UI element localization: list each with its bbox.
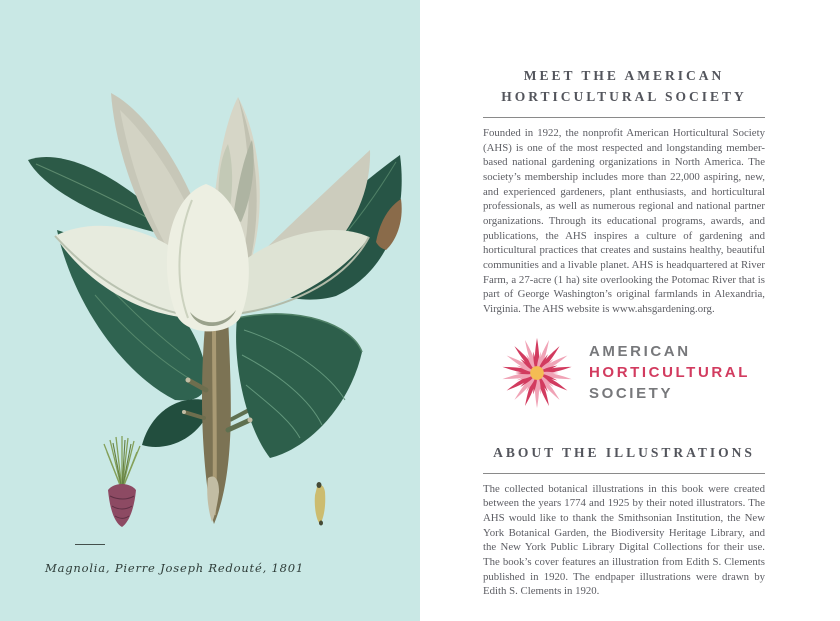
logo-line-horticultural: HORTICULTURAL (589, 364, 750, 382)
ahs-wordmark (589, 341, 750, 404)
seed-pod-detail (315, 482, 326, 526)
logo-line-society: SOCIETY (589, 385, 674, 403)
plate-caption: Magnolia, Pierre Joseph Redouté, 1801 (45, 561, 304, 575)
meet-section-body: Founded in 1922, the nonprofit American Horticultural Society (AHS) is one of the most respected and longstanding member-based national gardening organizations in North America. The society’s membership includes more than 22,000 aspiring, new, and experienced gardeners, plant enthusiasts, and horticultural professionals, as well as numerous regional and national partner organizations. Through its educational programs, awards, and publications, the AHS inspires a culture of gardening and horticultural practices that creates and sustains healthy, beautiful communities and a livable planet. AHS is headquartered at River Farm, a 27-acre (1 ha) site overlooking the Potomac River that is part of George Washington’s original farmlands in Alexandria, Virginia. The AHS website is www.ahsgardening.org. (483, 126, 765, 315)
meet-section-heading (483, 66, 765, 108)
right-page (420, 0, 840, 621)
heading-rule (483, 473, 765, 474)
ahs-logo (483, 333, 765, 413)
heading-line-1: MEET THE AMERICAN (523, 68, 725, 83)
caption-rule (75, 544, 105, 545)
about-section-body: The collected botanical illustrations in this book were created between the years 1774 and 1925 by their noted illustrators. The AHS would like to thank the Smithsonian Institution, the New York Botanical Garden, the Biodiversity Heritage Library, and the New York Public Library Digital Collections for their use. The book’s cover features an illustration from Edith S. Clements published in 1920. The endpaper illustrations were drawn by Edith S. Clements in 1920. (483, 482, 765, 598)
starburst-center (530, 366, 544, 380)
logo-line-american: AMERICAN (589, 343, 691, 361)
flower-bud-detail (104, 436, 140, 527)
heading-line-2: HORTICULTURAL SOCIETY (501, 88, 747, 104)
about-section-heading: ABOUT THE ILLUSTRATIONS (493, 444, 755, 460)
heading-rule (483, 117, 765, 118)
text-column (483, 0, 765, 610)
ahs-starburst-flower-icon (498, 334, 576, 412)
